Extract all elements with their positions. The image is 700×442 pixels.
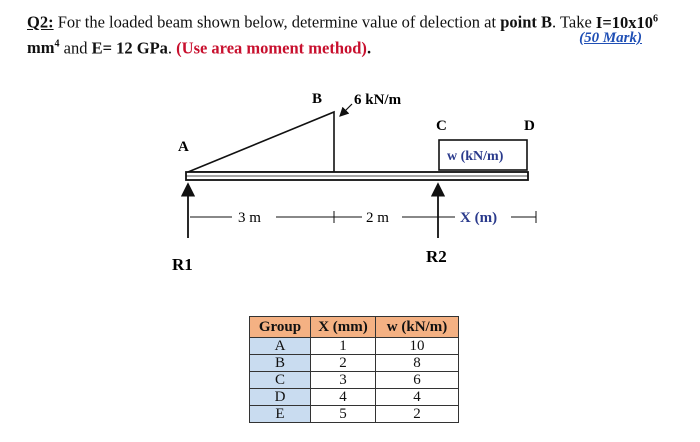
cell-w: 2 (376, 406, 459, 423)
cell-x: 3 (311, 372, 376, 389)
reaction-r1: R1 (172, 255, 193, 274)
modulus-value: E= 12 GPa (91, 38, 168, 57)
cell-w: 10 (376, 338, 459, 355)
method-instruction: (Use area moment method) (176, 38, 367, 57)
question-part: and (59, 38, 92, 57)
udl-label: w (kN/m) (447, 149, 504, 164)
point-b-text: point B (500, 12, 552, 32)
cell-w: 8 (376, 355, 459, 372)
load-pointer (340, 104, 352, 116)
table-row (250, 355, 459, 372)
dimension-3m: 3 m (238, 210, 261, 226)
cell-x: 2 (311, 355, 376, 372)
question-part: For the loaded beam shown below, determine value of delection at (53, 12, 501, 32)
header-x: X (mm) (311, 317, 376, 338)
cell-x: 1 (311, 338, 376, 355)
dimension-2m: 2 m (366, 210, 389, 226)
cell-x: 5 (311, 406, 376, 423)
table-row (250, 372, 459, 389)
label-b: B (312, 91, 323, 107)
dimension-x: X (m) (460, 210, 498, 226)
label-c: C (436, 118, 447, 134)
cell-group: C (250, 372, 311, 389)
table-row (250, 338, 459, 355)
cell-w: 6 (376, 372, 459, 389)
group-table (249, 316, 459, 423)
triangular-load (188, 112, 334, 172)
header-group: Group (250, 317, 311, 338)
question-part: . (167, 38, 177, 57)
label-a: A (178, 139, 189, 155)
table-row (250, 389, 459, 406)
cell-x: 4 (311, 389, 376, 406)
table-row (250, 406, 459, 423)
load-label: 6 kN/m (354, 92, 402, 108)
header-w: w (kN/m) (376, 317, 459, 338)
question-part: . (366, 38, 372, 57)
cell-group: E (250, 406, 311, 423)
cell-group: A (250, 338, 311, 355)
marks-label: (50 Mark) (579, 30, 642, 46)
cell-w: 4 (376, 389, 459, 406)
cell-group: D (250, 389, 311, 406)
cell-group: B (250, 355, 311, 372)
label-d: D (524, 118, 535, 134)
inertia-unit: $mm^4$ (27, 38, 60, 57)
question-number: Q2: (27, 12, 54, 32)
question-part: . Take (552, 12, 596, 32)
inertia-value: $I=10x10^6$ (595, 12, 658, 32)
table-header-row (250, 317, 459, 338)
reaction-r2: R2 (426, 247, 447, 266)
